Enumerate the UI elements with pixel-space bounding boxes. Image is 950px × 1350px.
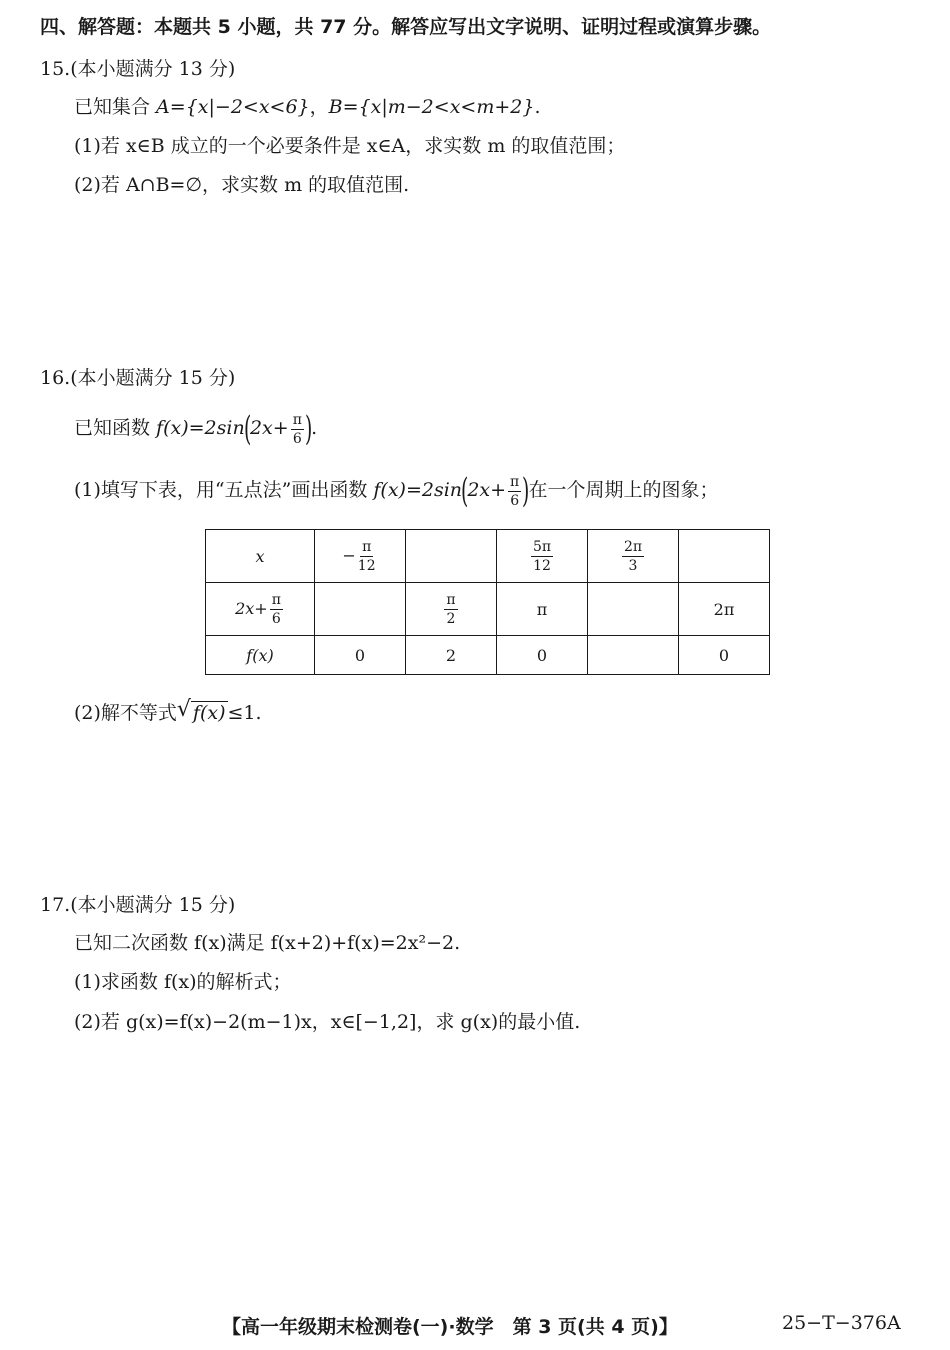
cell-fx-4 bbox=[588, 636, 679, 675]
cell-x-4 bbox=[588, 530, 679, 583]
q16-header bbox=[40, 365, 235, 391]
cell-frac bbox=[358, 540, 376, 573]
q16-part1-suffix: 在一个周期上的图象； bbox=[528, 479, 719, 501]
q16-part2-suffix: ≤1. bbox=[227, 702, 262, 724]
q16-part1 bbox=[74, 470, 719, 510]
q17-number: 17. bbox=[40, 894, 71, 916]
frac-num: 2π bbox=[623, 538, 643, 555]
five-point-table bbox=[205, 529, 770, 675]
cell-fx-3: 0 bbox=[497, 636, 588, 675]
q16-part1-prefix: (1)填写下表，用“五点法”画出函数 bbox=[74, 479, 374, 501]
radical-icon: √ bbox=[176, 697, 191, 722]
row-head-phase bbox=[206, 583, 315, 636]
q17-header bbox=[40, 892, 235, 918]
footer-title: 【高一年级期末检测卷(一)·数学 第 3 页(共 4 页)】 bbox=[222, 1316, 678, 1338]
q16-part2 bbox=[74, 697, 262, 726]
right-paren: ) bbox=[522, 471, 530, 511]
right-paren: ) bbox=[304, 409, 313, 449]
q17-score: (本小题满分 15 分) bbox=[70, 894, 236, 916]
q15-set-b: B={x|m−2<x<m+2} bbox=[328, 96, 535, 118]
cell-frac bbox=[444, 593, 457, 626]
q17-stem: 已知二次函数 f(x)满足 f(x+2)+f(x)=2x²−2. bbox=[74, 932, 461, 954]
frac-den: 12 bbox=[533, 557, 551, 574]
pi-over-six bbox=[508, 475, 521, 508]
frac-num: π bbox=[446, 591, 456, 608]
pi-over-six bbox=[270, 593, 283, 626]
section-heading: 四、解答题：本题共 5 小题，共 77 分。解答应写出文字说明、证明过程或演算步骤。 bbox=[40, 16, 772, 38]
q15-stem-end: . bbox=[534, 96, 541, 118]
q15-number: 15. bbox=[40, 58, 71, 80]
q16-stem bbox=[74, 408, 317, 448]
radicand: f(x) bbox=[192, 702, 226, 724]
q16-number: 16. bbox=[40, 367, 71, 389]
q15-header bbox=[40, 56, 235, 82]
q15-set-a: A={x|−2<x<6} bbox=[156, 96, 310, 118]
cell-x-1 bbox=[315, 530, 406, 583]
footer-code: 25−T−376A bbox=[782, 1312, 901, 1334]
q15-stem-sep: ， bbox=[309, 96, 329, 118]
frac-num: π bbox=[362, 538, 372, 555]
q16-part1-func-inner: 2x+ bbox=[467, 479, 507, 501]
cell-phase-5: 2π bbox=[679, 583, 770, 636]
cell-x-3 bbox=[497, 530, 588, 583]
cell-phase-1 bbox=[315, 583, 406, 636]
table-row-x bbox=[206, 530, 770, 583]
q16-func-lhs: f(x)=2sin bbox=[156, 417, 245, 439]
frac-den: 2 bbox=[446, 610, 456, 627]
q15-stem bbox=[74, 94, 540, 120]
q15-score: (本小题满分 13 分) bbox=[70, 58, 236, 80]
frac-den: 6 bbox=[292, 430, 302, 447]
sqrt-symbol bbox=[176, 697, 228, 726]
frac-den: 6 bbox=[271, 610, 281, 627]
left-paren: ( bbox=[243, 409, 251, 449]
minus-sign: − bbox=[342, 545, 356, 565]
cell-fx-1: 0 bbox=[315, 636, 406, 675]
q16-func-inner: 2x+ bbox=[249, 417, 289, 439]
left-paren: ( bbox=[461, 471, 469, 511]
cell-phase-2 bbox=[406, 583, 497, 636]
q15-part2: (2)若 A∩B=∅，求实数 m 的取值范围. bbox=[74, 174, 410, 196]
cell-frac bbox=[531, 540, 553, 573]
frac-num: π bbox=[510, 473, 520, 490]
cell-fx-5: 0 bbox=[679, 636, 770, 675]
pi-over-six bbox=[291, 413, 304, 446]
row-head-x: x bbox=[206, 530, 315, 583]
row-head-fx: f(x) bbox=[206, 636, 315, 675]
cell-x-2 bbox=[406, 530, 497, 583]
cell-frac bbox=[622, 540, 644, 573]
q15-stem-prefix: 已知集合 bbox=[74, 96, 157, 118]
phase-expr: 2x+ bbox=[235, 598, 268, 618]
q16-part2-prefix: (2)解不等式 bbox=[74, 702, 177, 724]
cell-x-5 bbox=[679, 530, 770, 583]
q17-part1: (1)求函数 f(x)的解析式； bbox=[74, 971, 292, 993]
table-row-fx bbox=[206, 636, 770, 675]
frac-num: 5π bbox=[532, 538, 552, 555]
frac-num: π bbox=[292, 411, 302, 428]
table-row-phase bbox=[206, 583, 770, 636]
cell-phase-4 bbox=[588, 583, 679, 636]
q17-part2: (2)若 g(x)=f(x)−2(m−1)x，x∈[−1,2]，求 g(x)的最小值. bbox=[74, 1011, 581, 1033]
frac-den: 12 bbox=[357, 557, 376, 574]
frac-den: 3 bbox=[628, 557, 638, 574]
cell-fx-2: 2 bbox=[406, 636, 497, 675]
q15-part1: (1)若 x∈B 成立的一个必要条件是 x∈A，求实数 m 的取值范围； bbox=[74, 135, 626, 157]
frac-num: π bbox=[271, 591, 281, 608]
frac-den: 6 bbox=[510, 492, 520, 509]
q16-score: (本小题满分 15 分) bbox=[70, 367, 236, 389]
q16-part1-func-lhs: f(x)=2sin bbox=[373, 479, 463, 501]
cell-phase-3: π bbox=[497, 583, 588, 636]
q16-stem-prefix: 已知函数 bbox=[74, 417, 157, 439]
q16-stem-end: . bbox=[311, 417, 318, 439]
